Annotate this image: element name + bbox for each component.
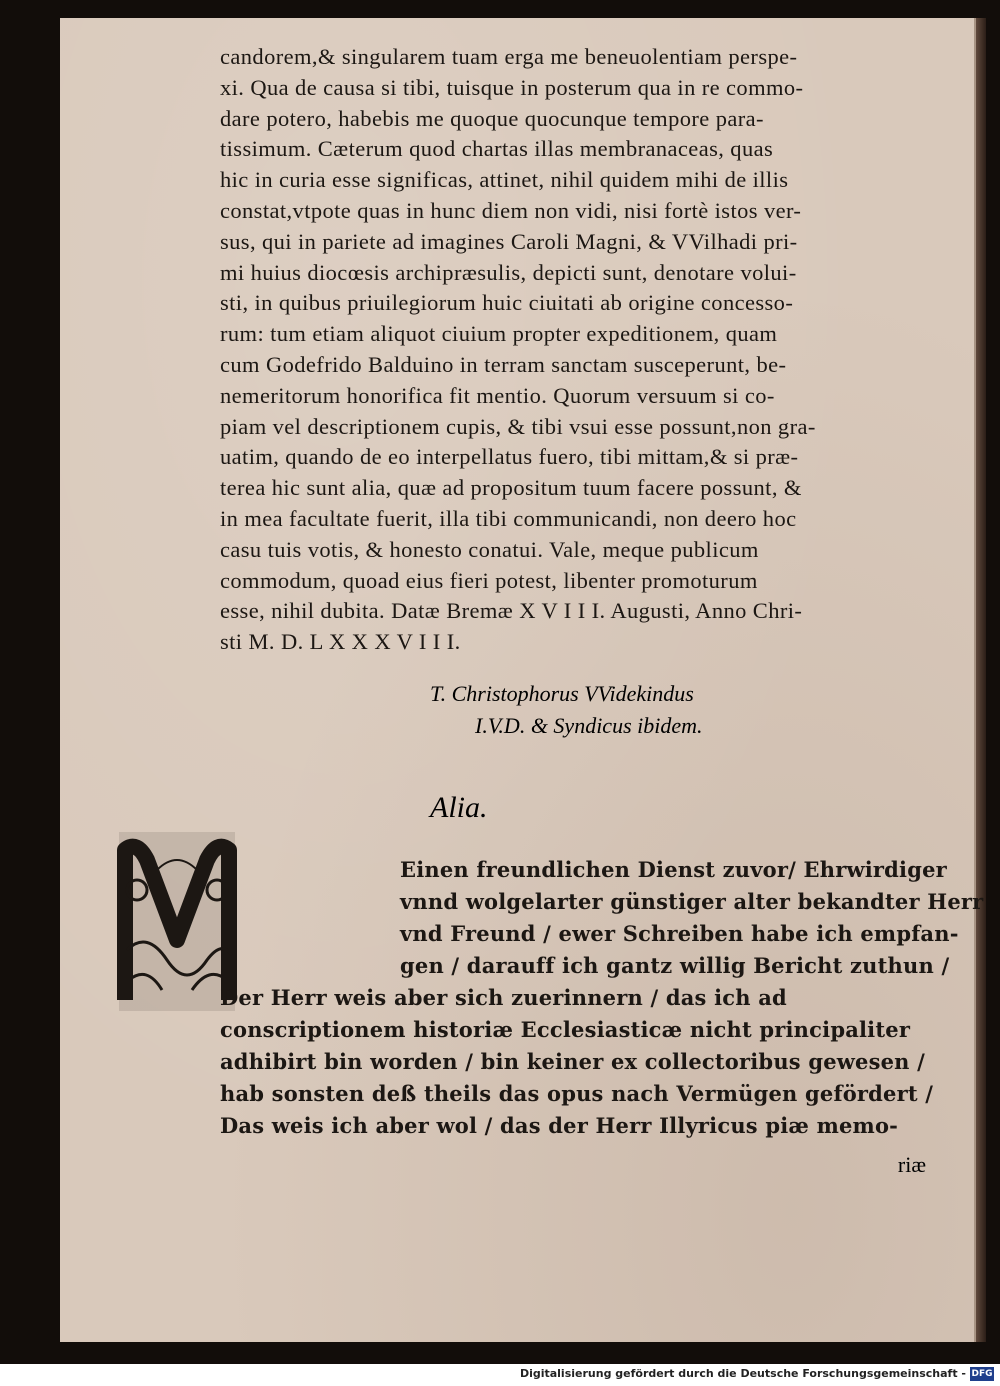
text-line: terea hic sunt alia, quæ ad propositum tuum facere possunt, & bbox=[220, 475, 802, 501]
text-line: conscriptionem historiæ Ecclesiasticæ nicht principaliter bbox=[220, 1017, 911, 1042]
text-line: sti, in quibus priuilegiorum huic ciuitati ab origine concesso- bbox=[220, 290, 794, 316]
text-line: Einen freundlichen Dienst zuvor/ Ehrwirdiger bbox=[400, 857, 947, 882]
text-line: xi. Qua de causa si tibi, tuisque in posterum qua in re commo- bbox=[220, 74, 804, 100]
text-line: vnnd wolgelarter günstiger alter bekandter Herr bbox=[400, 889, 984, 914]
text-line: gen / darauff ich gantz willig Bericht zuthun / bbox=[400, 953, 950, 978]
text-line: constat,vtpote quas in hunc diem non vidi, nisi fortè istos ver- bbox=[220, 197, 802, 223]
text-line: rum: tum etiam aliquot ciuium propter expeditionem, quam bbox=[220, 321, 778, 347]
text-line: hab sonsten deß theils das opus nach Vermügen gefördert / bbox=[220, 1081, 934, 1106]
text-line: uatim, quando de eo interpellatus fuero, tibi mittam,& si præ- bbox=[220, 444, 799, 470]
latin-letter-text bbox=[220, 42, 994, 658]
text-line: Das weis ich aber wol / das der Herr Illyricus piæ memo- bbox=[220, 1113, 899, 1138]
funding-credit: Digitalisierung gefördert durch die Deutsche Forschungsgemeinschaft - bbox=[519, 1367, 966, 1380]
text-line: piam vel descriptionem cupis, & tibi vsui esse possunt,non gra- bbox=[220, 413, 816, 439]
digitization-footer bbox=[0, 1364, 1000, 1386]
text-line: adhibirt bin worden / bin keiner ex collectoribus gewesen / bbox=[220, 1049, 926, 1074]
text-line: in mea facultate fuerit, illa tibi communicandi, non deero hoc bbox=[220, 505, 797, 531]
text-line: Der Herr weis aber sich zuerinnern / das ich ad bbox=[220, 985, 787, 1010]
book-page bbox=[60, 18, 984, 1342]
text-line: candorem,& singularem tuam erga me beneuolentiam perspe- bbox=[220, 44, 798, 69]
text-line: nemeritorum honorifica fit mentio. Quorum versuum si co- bbox=[220, 382, 775, 408]
text-line: esse, nihil dubita. Datæ Bremæ X V I I I. Augusti, Anno Chri- bbox=[220, 598, 803, 624]
dfg-logo-icon: DFG bbox=[971, 1369, 993, 1379]
text-line: cum Godefrido Balduino in terram sanctam susceperunt, be- bbox=[220, 351, 787, 377]
text-line: commodum, quoad eius fieri potest, libenter promoturum bbox=[220, 567, 758, 593]
text-line: hic in curia esse significas, attinet, nihil quidem mihi de illis bbox=[220, 167, 789, 193]
signature-title: I.V.D. & Syndicus ibidem. bbox=[475, 713, 703, 738]
text-line: tissimum. Cæterum quod chartas illas membranaceas, quas bbox=[220, 136, 774, 162]
decorated-initial-m-icon bbox=[117, 830, 237, 1013]
catchword: riæ bbox=[897, 1152, 926, 1177]
text-line: dare potero, habebis me quoque quocunque tempore para- bbox=[220, 105, 764, 131]
text-line: sti M. D. L X X X V I I I. bbox=[220, 629, 461, 655]
text-line: casu tuis votis, & honesto conatui. Vale, meque publicum bbox=[220, 536, 759, 562]
text-line: mi huius diocœsis archipræsulis, depicti sunt, denotare volui- bbox=[220, 259, 797, 285]
section-heading: Alia. bbox=[430, 791, 488, 824]
signature-name: T. Christophorus VVidekindus bbox=[430, 681, 694, 706]
text-line: sus, qui in pariete ad imagines Caroli Magni, & VVilhadi pri- bbox=[220, 228, 798, 254]
text-line: vnd Freund / ewer Schreiben habe ich empfan- bbox=[400, 921, 959, 946]
